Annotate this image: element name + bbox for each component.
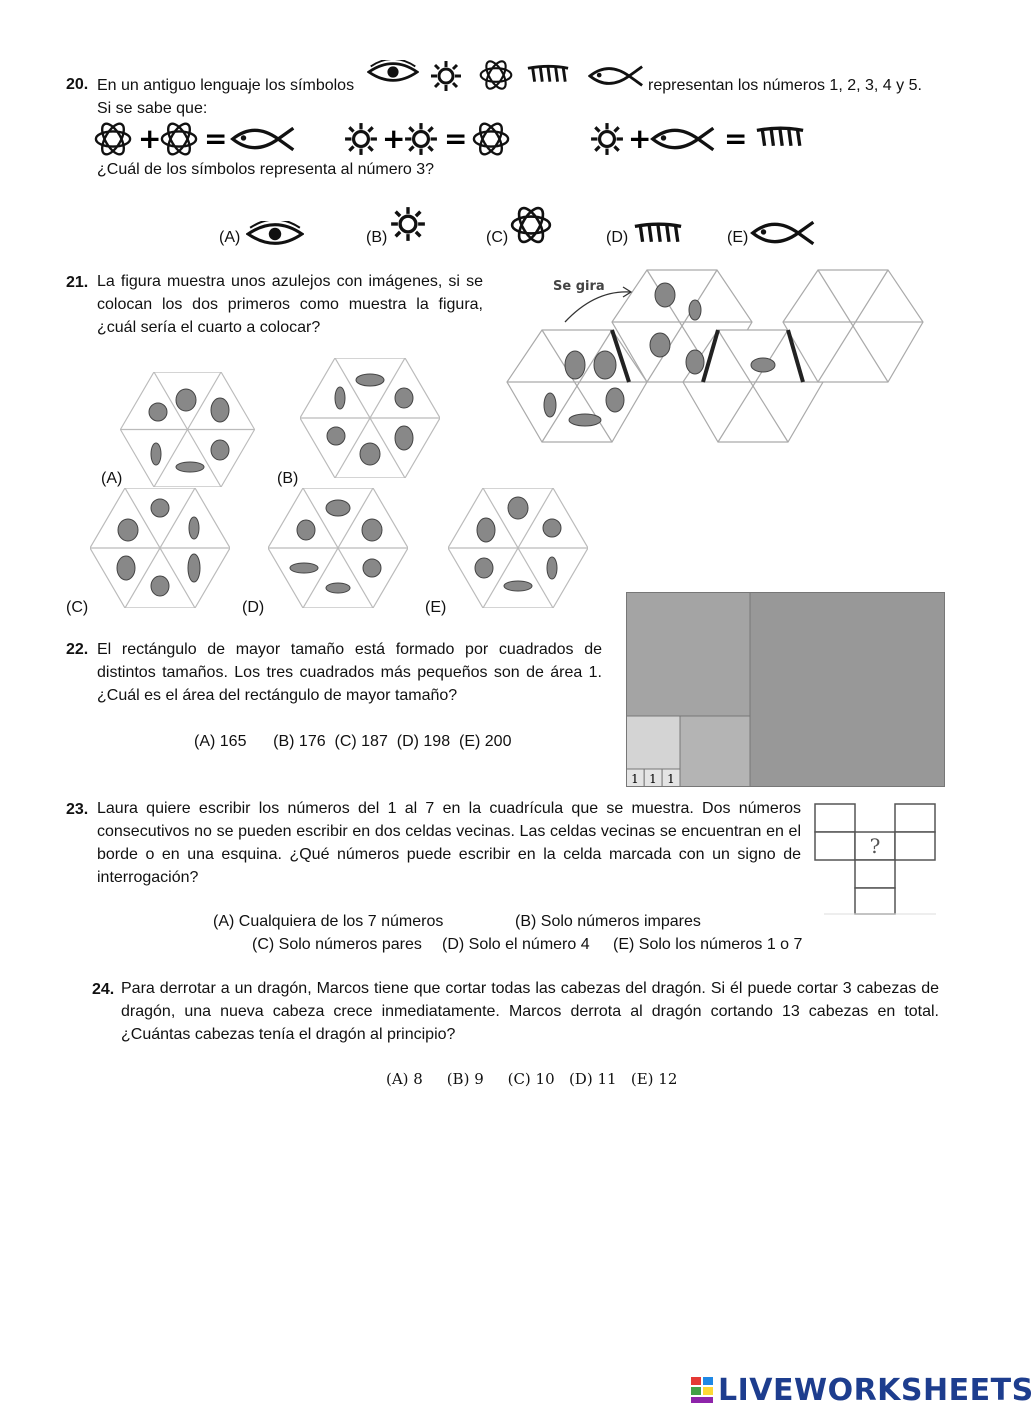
unit-label: 1 [631,772,639,786]
q20-option-b[interactable]: (B) [366,229,388,246]
q22-option-c[interactable]: (C) 187 [334,733,388,750]
q24-option-d[interactable]: (D) 11 [568,1070,617,1088]
q21-text: La figura muestra unos azulejos con imágenes, si se colocan los dos primeros como muestra la figura, ¿cuál sería el cuarto a colocar? [97,273,483,336]
svg-text:=: = [444,122,468,155]
q20-option-e[interactable]: (E) [727,229,749,246]
brand-name: LIVEWORKSHEETS [718,1372,1034,1408]
q23-number: 23. [66,801,89,818]
svg-text:+: + [628,122,652,155]
rotate-label: Se gira [553,279,605,294]
q20-option-c[interactable]: (C) [486,229,509,246]
q20-option-a[interactable]: (A) [219,229,241,246]
q22-options [194,730,511,753]
q22-option-a[interactable]: (A) 165 [194,733,247,750]
svg-text:+: + [138,122,162,155]
q22-number: 22. [66,641,89,658]
q24-option-b[interactable]: (B) 9 [446,1070,484,1088]
eye-icon [367,60,419,84]
comb-icon [632,222,684,244]
q20-given: Si se sabe que: [97,100,208,117]
question-mark: ? [869,834,881,858]
sun-icon [390,206,426,242]
q23-option-d[interactable]: (D) Solo el número 4 [442,936,590,953]
comb-icon [526,64,570,84]
q21-option-e[interactable]: (E) [425,599,447,616]
sun-icon [430,60,462,92]
q21-hex-c[interactable] [90,488,230,608]
unit-label: 1 [667,772,675,786]
logo-icon [690,1375,716,1405]
eye-icon [246,221,304,247]
q23-text: Laura quiere escribir los números del 1 al 7 en la cuadrícula que se muestra. Dos números consecutivos no se pueden escribir en dos celdas vecinas. Las celdas vecinas se encuentran en el borde o en una esquina. ¿Qué números puede escribir en la celda marcada con un signo de interrogación? [97,800,801,886]
atom-icon [479,58,513,92]
q21-option-a[interactable]: (A) [101,470,123,487]
svg-text:+: + [382,122,406,155]
q23-option-a[interactable]: (A) Cualquiera de los 7 números [213,913,444,930]
q20-option-d[interactable]: (D) [606,229,629,246]
q21-option-d[interactable]: (D) [242,599,265,616]
q20-intro: En un antiguo lenguaje los símbolos [97,77,355,94]
q23-option-c[interactable]: (C) Solo números pares [252,936,422,953]
q21-hex-a[interactable] [120,372,255,487]
q22-option-b[interactable]: (B) 176 [273,733,326,750]
q24-option-c[interactable]: (C) 10 [507,1070,555,1088]
q20-number: 20. [66,76,89,93]
svg-text:=: = [724,122,748,155]
q24-text: Para derrotar a un dragón, Marcos tiene que cortar todas las cabezas del dragón. Si él puede cortar 3 cabezas de dragón, una nueva cabeza crece inmediatamente. Marcos derrota al dragón cortando 13 cabezas en total. ¿Cuántas cabezas tenía el dragón al principio? [121,980,939,1043]
q20-question: ¿Cuál de los símbolos representa al número 3? [97,161,435,178]
q24-option-a[interactable]: (A) 8 [386,1070,423,1088]
q21-option-b[interactable]: (B) [277,470,299,487]
q23-option-b[interactable]: (B) Solo números impares [515,913,701,930]
q21-hex-b[interactable] [300,358,440,478]
fish-icon [588,64,644,88]
number-grid [814,803,938,917]
q21-hex-d[interactable] [268,488,408,608]
q24-option-e[interactable]: (E) 12 [630,1070,678,1088]
squares-rectangle [626,592,946,788]
q22-text: El rectángulo de mayor tamaño está formado por cuadrados de distintos tamaños. Los tres cuadrados más pequeños son de área 1. ¿Cuál es el área del rectángulo de mayor tamaño? [97,641,602,704]
fish-icon [750,220,816,246]
tiling-figure [505,270,935,446]
atom-icon [510,204,552,246]
q21-hex-e[interactable] [448,488,588,608]
svg-text:=: = [204,122,228,155]
liveworksheets-logo [690,1372,1034,1408]
q21-number: 21. [66,274,89,291]
q21-option-c[interactable]: (C) [66,599,89,616]
q24-number: 24. [92,981,115,998]
q20-intro-end: representan los números 1, 2, 3, 4 y 5. [648,77,922,94]
q23-option-e[interactable]: (E) Solo los números 1 o 7 [613,936,803,953]
q22-option-e[interactable]: (E) 200 [459,733,512,750]
q22-option-d[interactable]: (D) 198 [396,733,451,750]
unit-label: 1 [649,772,657,786]
equations [94,118,814,160]
q24-options [386,1068,677,1091]
